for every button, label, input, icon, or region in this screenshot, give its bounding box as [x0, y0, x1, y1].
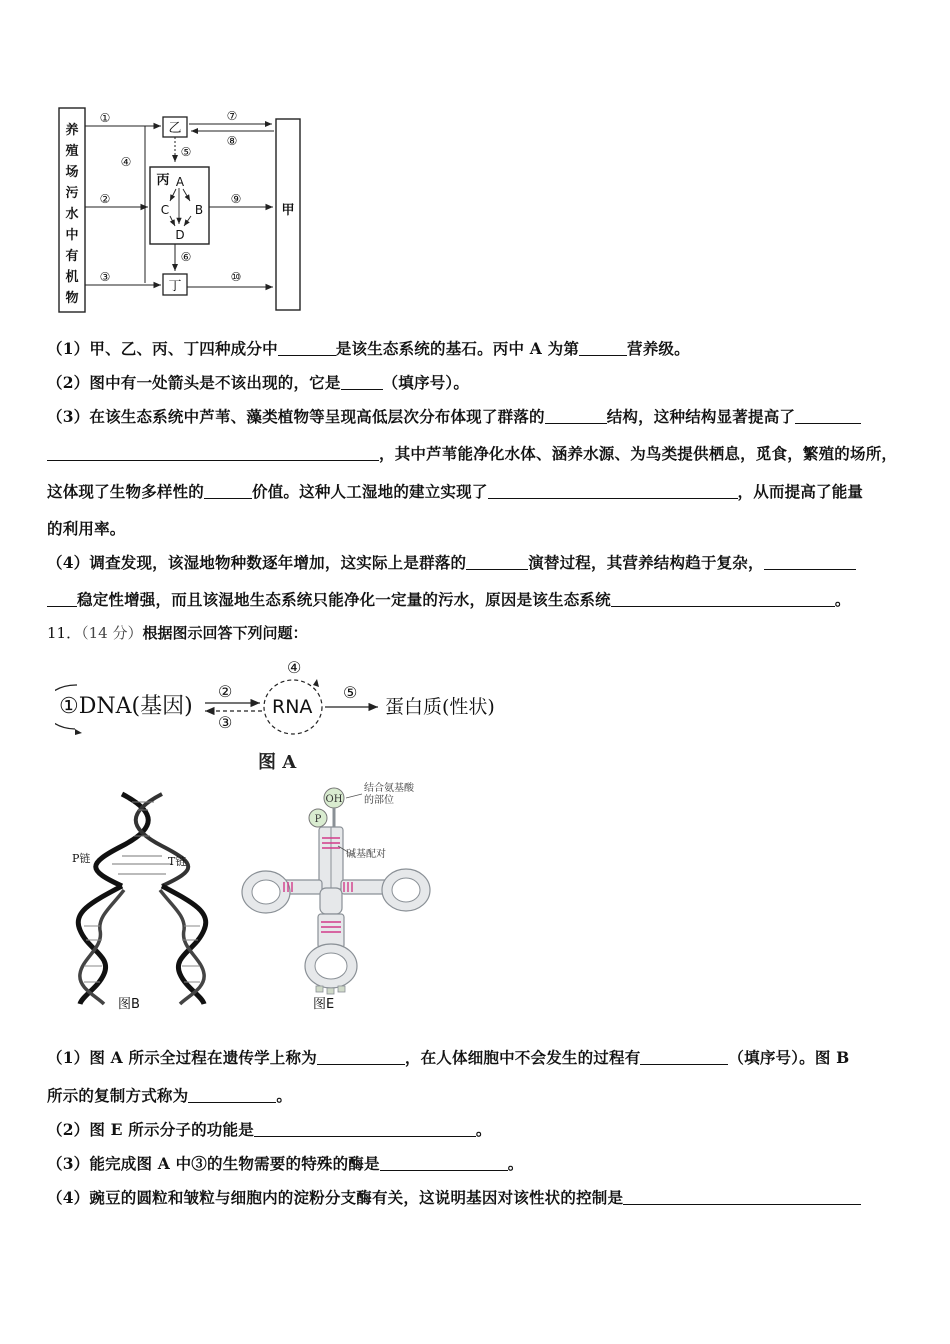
- node-jia: 甲: [281, 203, 295, 218]
- q10-part2: [47, 371, 469, 393]
- q11-p3-text-b: 。: [507, 1154, 524, 1173]
- arrow-label-8: ⑧: [226, 134, 238, 148]
- q10-p4-text-d: 。: [834, 590, 851, 609]
- fig-e-site-label-1: 结合氨基酸: [364, 783, 414, 794]
- q10-p3-text-e: 价值。这种人工湿地的建立实现了: [252, 482, 488, 501]
- fig-a-protein: 蛋白质(性状): [385, 696, 495, 718]
- fig-e-site-label-2: 的部位: [364, 795, 394, 806]
- fig-b-p-chain: P链: [72, 852, 91, 865]
- node-bing: 丙: [156, 173, 170, 188]
- answer-blank[interactable]: [545, 407, 607, 424]
- source-char: 机: [65, 270, 79, 285]
- answer-blank[interactable]: [278, 339, 336, 356]
- q10-p3-text-f: ，从而提高了能量: [737, 482, 864, 501]
- figure-a-central-dogma: [55, 655, 555, 775]
- source-char: 养: [65, 123, 79, 138]
- q10-p1-text-a: （1）甲、乙、丙、丁四种成分中: [47, 339, 278, 358]
- answer-blank[interactable]: [380, 1154, 508, 1171]
- q11-p1-text-b: ，在人体细胞中不会发生的过程有: [404, 1048, 641, 1067]
- q10-p1-text-b: 是该生态系统的基石。丙中 A 为第: [335, 339, 580, 358]
- arrow-label-3: ③: [99, 270, 111, 284]
- answer-blank[interactable]: [764, 553, 856, 570]
- q10-p3-text-g: 的利用率。: [47, 519, 126, 538]
- q11-part1-line1: [47, 1046, 849, 1068]
- q11-p1-text-a: （1）图 A 所示全过程在遗传学上称为: [47, 1048, 317, 1067]
- q10-p3-text-a: （3）在该生态系统中芦苇、藻类植物等呈现高低层次分布体现了群落的: [47, 407, 545, 426]
- source-char: 场: [65, 165, 79, 180]
- q10-p3-text-b: 结构，这种结构显著提高了: [606, 407, 796, 426]
- q11-part1-line2: [47, 1084, 292, 1106]
- q10-part3-line2: [47, 442, 897, 464]
- answer-blank[interactable]: [341, 373, 383, 390]
- q11-p3-text-a: （3）能完成图 A 中③的生物需要的特殊的酶是: [47, 1154, 380, 1173]
- q10-p4-text-b: 演替过程，其营养结构趋于复杂，: [528, 553, 764, 572]
- answer-blank[interactable]: [579, 339, 627, 356]
- q11-header: [47, 622, 307, 643]
- q10-p1-text-c: 营养级。: [627, 339, 690, 358]
- figure-b-dna-replication: [62, 790, 227, 1010]
- answer-blank[interactable]: [254, 1120, 476, 1137]
- answer-blank[interactable]: [466, 553, 528, 570]
- q11-p4-text-a: （4）豌豆的圆粒和皱粒与细胞内的淀粉分支酶有关，这说明基因对该性状的控制是: [47, 1188, 624, 1207]
- q10-part4-line2: [47, 588, 851, 610]
- q10-p3-text-d: 这体现了生物多样性的: [47, 482, 205, 501]
- q10-part4-line1: [47, 551, 856, 573]
- answer-blank[interactable]: [623, 1188, 861, 1205]
- q10-p3-text-c: ，其中芦苇能净化水体、涵养水源、为鸟类提供栖息，觅食，繁殖的场所，: [379, 444, 898, 463]
- answer-blank[interactable]: [640, 1048, 728, 1065]
- fig-e-pair-label: 碱基配对: [346, 849, 386, 860]
- fig-a-dna: ①DNA(基因): [59, 694, 193, 719]
- arrow-label-9: ⑨: [230, 192, 242, 206]
- inner-node-a: A: [175, 175, 185, 189]
- answer-blank[interactable]: [317, 1048, 405, 1065]
- q10-part3-line3: [47, 480, 863, 502]
- fig-a-label-3: ③: [218, 713, 233, 732]
- source-char: 中: [65, 228, 79, 243]
- q11-p2-text-a: （2）图 E 所示分子的功能是: [47, 1120, 254, 1139]
- q10-p4-text-a: （4）调查发现，该湿地物种数逐年增加，这实际上是群落的: [47, 553, 467, 572]
- source-char: 有: [65, 249, 79, 264]
- arrow-label-10: ⑩: [230, 270, 242, 284]
- q11-p1-text-d: 所示的复制方式称为: [47, 1086, 189, 1105]
- answer-blank[interactable]: [795, 407, 861, 424]
- arrow-label-6: ⑥: [180, 250, 192, 264]
- fig-e-caption: 图E: [313, 997, 335, 1012]
- fig-e-oh: OH: [325, 794, 343, 805]
- arrow-label-7: ⑦: [226, 109, 238, 123]
- q10-p2-text-a: （2）图中有一处箭头是不该出现的，它是: [47, 373, 341, 392]
- fig-a-rna: RNA: [272, 696, 313, 718]
- arrow-label-2: ②: [99, 192, 111, 206]
- q10-part1: [47, 337, 690, 359]
- q11-part4: [47, 1186, 861, 1208]
- answer-blank[interactable]: [204, 482, 252, 499]
- q10-p2-text-b: （填序号）。: [382, 373, 470, 392]
- fig-a-label-4: ④: [287, 658, 302, 677]
- q11-part2: [47, 1118, 492, 1140]
- fig-b-t-chain: T链: [168, 855, 187, 868]
- node-ding: 丁: [168, 279, 182, 294]
- question-title: 根据图示回答下列问题：: [142, 624, 308, 642]
- source-char: 污: [65, 186, 79, 201]
- q10-p4-text-c: 稳定性增强，而且该湿地生态系统只能净化一定量的污水，原因是该生态系统: [77, 590, 611, 609]
- question-points: （14 分）: [81, 624, 143, 642]
- fig-b-caption: 图B: [118, 997, 140, 1012]
- answer-blank[interactable]: [47, 590, 77, 607]
- q10-part3-line4: [47, 517, 126, 539]
- answer-blank[interactable]: [188, 1086, 276, 1103]
- answer-blank[interactable]: [47, 444, 379, 461]
- inner-node-c: C: [160, 203, 170, 217]
- source-char: 殖: [65, 144, 79, 159]
- question-number: 11．: [47, 624, 82, 642]
- inner-node-d: D: [175, 228, 185, 242]
- arrow-label-5: ⑤: [180, 145, 192, 159]
- q10-part3-line1: [47, 405, 861, 427]
- ecosystem-diagram: [50, 100, 320, 320]
- node-yi: 乙: [168, 121, 182, 136]
- arrow-label-1: ①: [99, 111, 111, 125]
- inner-node-b: B: [194, 203, 204, 217]
- fig-a-label-5: ⑤: [343, 683, 358, 702]
- answer-blank[interactable]: [488, 482, 738, 499]
- source-char: 物: [65, 291, 79, 306]
- source-char: 水: [65, 207, 79, 222]
- q11-part3: [47, 1152, 523, 1174]
- q11-p1-text-e: 。: [276, 1086, 293, 1105]
- q11-p1-text-c: （填序号）。图 B: [728, 1048, 850, 1067]
- answer-blank[interactable]: [611, 590, 835, 607]
- figure-e-trna: [238, 780, 438, 1000]
- fig-e-p: P: [314, 814, 322, 825]
- q11-p2-text-b: 。: [475, 1120, 492, 1139]
- fig-a-caption: 图 A: [258, 752, 297, 773]
- arrow-label-4: ④: [120, 155, 132, 169]
- fig-a-label-2: ②: [218, 682, 233, 701]
